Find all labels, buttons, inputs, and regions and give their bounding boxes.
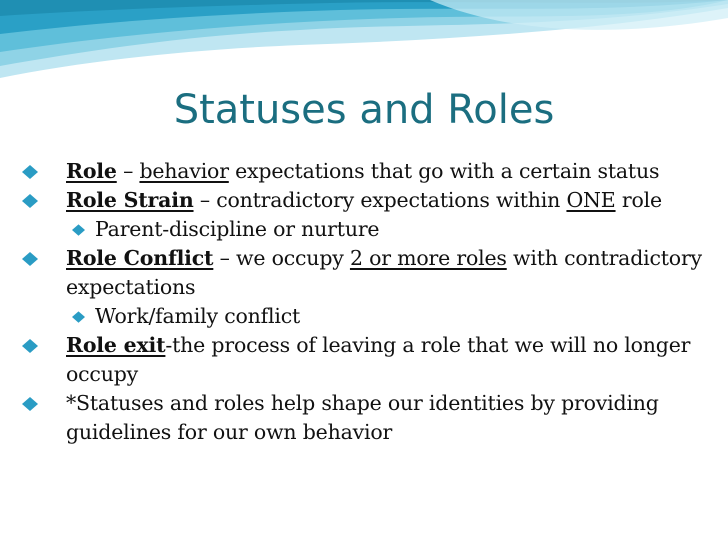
slide-title: Statuses and Roles (173, 87, 555, 133)
bullet-text: -the process of leaving a role that we will no longer occupy (66, 333, 691, 386)
list-item (22, 186, 712, 215)
term-role-conflict: Role Conflict (66, 246, 214, 270)
bullet-text: *Statuses and roles help shape our identities by providing guidelines for our own behavior (66, 391, 659, 444)
sub-list-item (22, 215, 712, 244)
list-item (22, 244, 712, 302)
diamond-bullet-icon (72, 224, 85, 236)
bullet-text: – we occupy (213, 246, 350, 270)
diamond-bullet-icon (22, 165, 38, 179)
bullet-text: expectations that go with a certain status (228, 159, 660, 183)
term-role-strain: Role Strain (66, 188, 194, 212)
underlined-behavior: behavior (139, 159, 229, 183)
underlined-one: ONE (566, 188, 616, 212)
sub-list-item (22, 302, 712, 331)
bullet-text: – (116, 159, 140, 183)
header-wave-decoration (0, 0, 728, 90)
underlined-2-or-more-roles: 2 or more roles (349, 246, 507, 270)
bullet-text: – contradictory expectations within (193, 188, 567, 212)
bullet-list (22, 157, 712, 447)
diamond-bullet-icon (22, 339, 38, 353)
bullet-text: with contradictory expectations (66, 246, 702, 299)
term-role: Role (66, 159, 117, 183)
diamond-bullet-icon (22, 194, 38, 208)
list-item (22, 389, 712, 447)
bullet-text: role (615, 188, 662, 212)
list-item (22, 157, 712, 186)
term-role-exit: Role exit (66, 333, 166, 357)
diamond-bullet-icon (22, 397, 38, 411)
sub-bullet-text: Parent-discipline or nurture (95, 217, 380, 241)
sub-bullet-text: Work/family conflict (95, 304, 301, 328)
list-item (22, 331, 712, 389)
diamond-bullet-icon (72, 311, 85, 323)
diamond-bullet-icon (22, 252, 38, 266)
